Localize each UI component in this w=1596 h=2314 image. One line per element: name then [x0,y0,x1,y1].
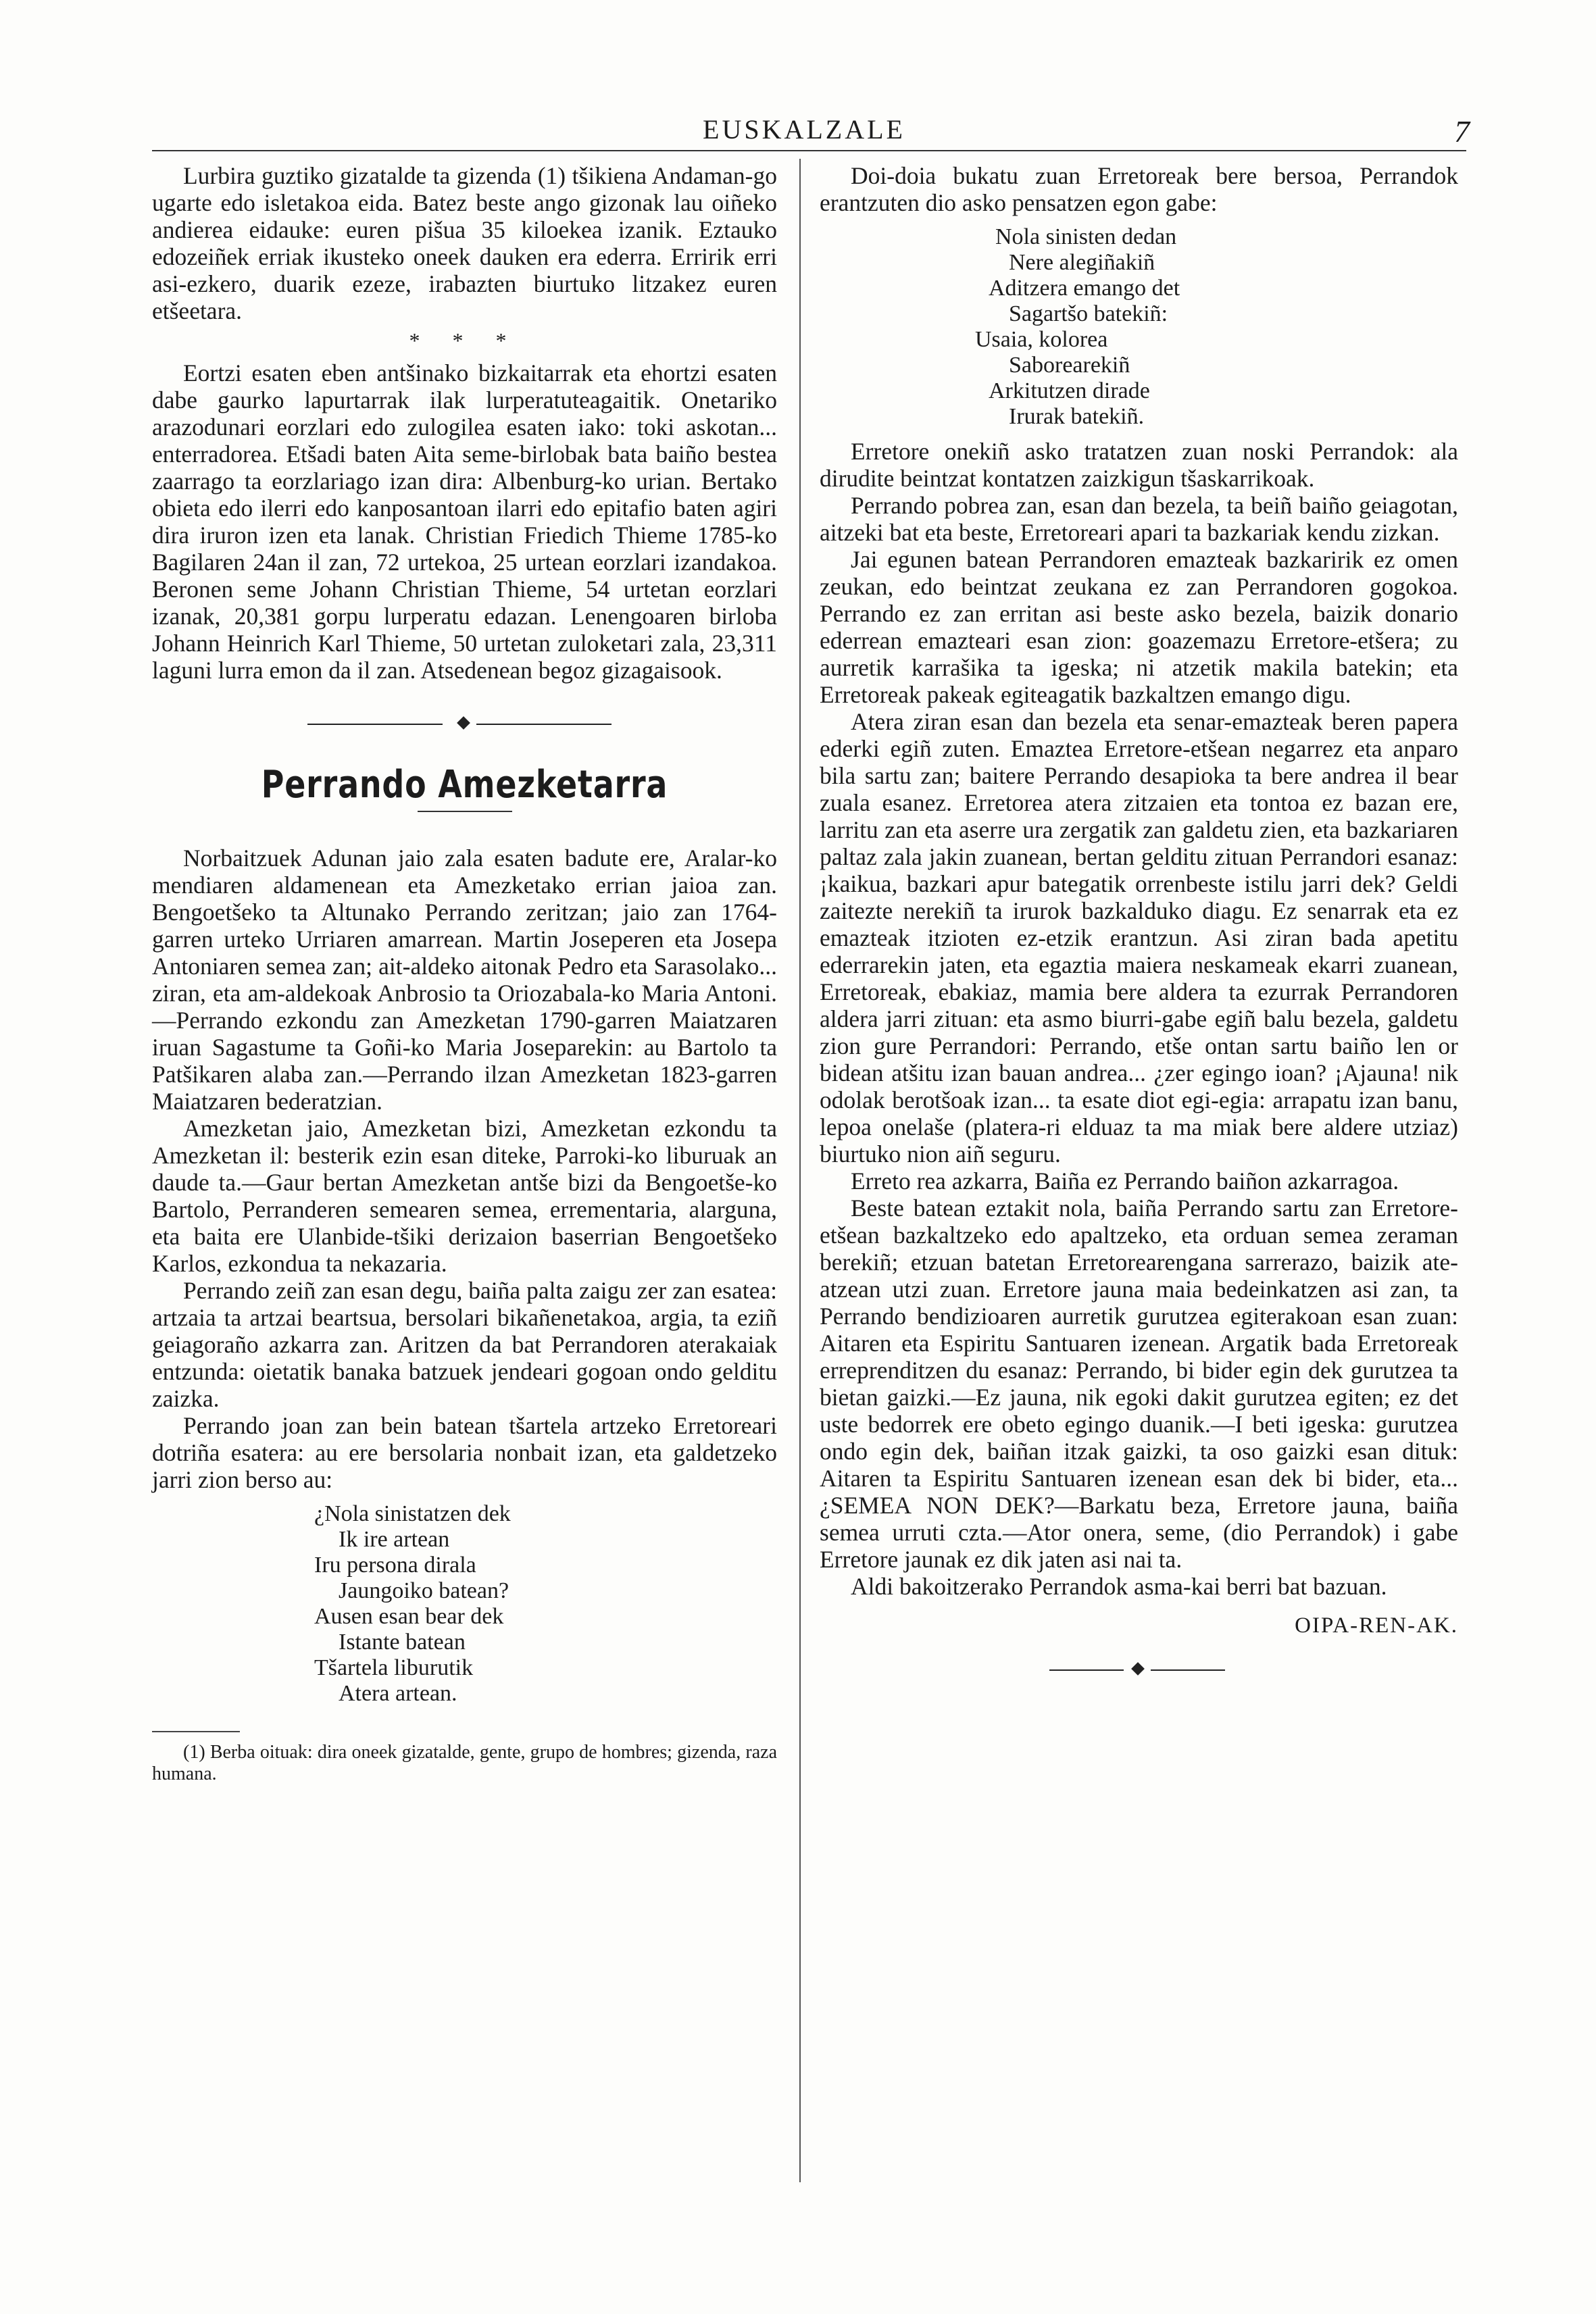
verse-line: Saborearekiñ [1009,353,1130,378]
verse-perrando [975,224,1458,430]
paragraph-doidoia: Doi-doia bukatu zuan Erretoreak bere bersoa, Perrandok erantzuten dio asko pensatzen egon gabe: [820,162,1458,216]
verse-line: Aditzera emango det [989,276,1180,301]
closing-ornament [820,1659,1458,1680]
paragraph-amezketan: Amezketan jaio, Amezketan bizi, Amezketan ezkondu ta Amezketan il: besterik ezin esan diteke, Parroki-ko liburuak an daude ta.—Gaur bertan Amezketan antše bizi da Bengoetše-ko Bartolo, Perranderen semearen semea, errementaria, alarguna, eta baita ere Ulanbide-tšiki derizaion baserrian Bengoetšeko Karlos, ezkondua ta nekazaria. [152,1115,777,1277]
title-underline [418,811,512,812]
paragraph-aldi-bakoitzerako: Aldi bakoitzerako Perrandok asma-kai berri bat bazuan. [851,1573,1387,1600]
header-rule [152,150,1466,151]
paragraph-tsaskarrikoak: Erretore onekiñ asko tratatzen zuan noski Perrandok: ala dirudite beintzat kontatzen zaizkigun tšaskarrikoak. [820,438,1458,492]
paragraph-andaman: Lurbira guztiko gizatalde ta gizenda (1) tšikiena Andaman-go ugarte edo isletakoa eida. Batez beste ango gizonak lau oiñeko andierea eidauke: euren pišua 35 kiloekea izanik. Eztauko edozeiñek erriak ikusteko oneek dauken era ederra. Erririk erri asi-ezkero, duarik ezeze, irabazten biurtuko litzakez euren etšeetara. [152,162,777,324]
verse-line: Usaia, kolorea [975,327,1108,352]
left-column [152,162,777,1785]
paragraph-erretorea-azkarra: Erreto rea azkarra, Baiña ez Perrando baiñon azkarragoa. [851,1167,1399,1194]
verse-line: Arkitutzen dirade [989,378,1150,403]
paragraph-beste-batean: Beste batean eztakit nola, baiña Perrando sartu zan Erretore-etšean bazkaltzeko edo apaltzeko, eta orduan semea zeraman berekiñ; etzuan batetan Erretorearengana sarrerazo, baizik ate-atzean utzi zuan. Erretore jauna maia bedeinkatzen asi zan, ta Perrando bendizioaren aurretik gurutzea egiterakoan esan zuan: Aitaren eta Espiritu Santuaren izenean. Argatik bada Erretoreak erreprenditzen du esanaz: Perrando, bi bider egin dek gurutzea ta bietan gaizki.—Ez jauna, nik egoki dakit gurutzea egiten; ez det uste bedorrek ere obeto egingo duanik.—I beti igeska: gurutzea ondo egin dek, baiñan itzak gaizki, ta oso gaizki esan dituk: Aitaren ta Espiritu Santuaren izenean esan dek bi bider, eta... ¿SEMEA NON DEK?—Barkatu beza, Erretore jauna, baiña semea urruti czta.—Ator onera, seme, (dio Perrandok) i gabe Erretore jaunak ez dik jaten asi nai ta. [820,1194,1458,1573]
paragraph-tsartela: Perrando joan zan bein batean tšartela artzeko Erretoreari dotriña esatera: au ere bersolaria nonbait izan, eta galdetzeko jarri zion berso au: [152,1412,777,1493]
verse-line: Ik ire artean [339,1527,450,1552]
ornament-divider [152,713,777,734]
verse-line: Jaungoiko batean? [339,1578,509,1603]
paragraph-jai-egunen: Jai egunen batean Perrandoren emazteak bazkaririk ez omen zeukan, edo beintzat zeukana ez zan Perrandoren gogokoa. Perrando ez zan erritan asi beste asko bezela, baizik donario ederrean emazteari esan zion: goazemazu Erretore-etšera; zu aurretik karrašika ta igeska; ni atzetik makila batekin; eta Erretoreak pakeak egiteagatik bazkaltzen emango digu. [820,546,1458,708]
running-header [152,114,1470,154]
paragraph-birth: Norbaitzuek Adunan jaio zala esaten badute ere, Aralar-ko mendiaren aldamenean eta Amezketako errian jaioa zan. Bengoetšeko ta Altunako Perrando zeritzan; jaio zan 1764-garren urteko Urriaren amarrean. Martin Joseperen eta Josepa Antoniaren semea zan; ait-aldeko aitonak Pedro eta Sarasolako... ziran, eta am-aldekoak Anbrosio ta Oriozabala-ko Maria Antoni.—Perrando ezkondu zan Amezketan 1790-garren Maiatzaren iruan Sagastume ta Goñi-ko Maria Joseparekin: au Bartolo ta Patšikaren alaba zan.—Perrando ilzan Amezketan 1823-garren Maiatzaren bederatzian. [152,845,777,1115]
paragraph-artzaia: Perrando zeiñ zan esan degu, baiña palta zaigu zer zan esatea: artzaia ta artzai beartsua, bersolari bikañenetakoa, argia, ta eziñ geiagoraño azkarra zan. Aritzen da bat Perrandoren aterakaiak entzunda: oietatik banaka batzuek jendeari gogoan ondo gelditu zaizka. [152,1277,777,1412]
signature: OIPA-REN-AK. [1295,1613,1458,1638]
right-column [820,162,1458,1709]
verse-line: Ausen esan bear dek [314,1604,504,1629]
footnote-rule [152,1731,240,1732]
section-separator-stars: * * * [409,328,520,353]
paragraph-eorzlari: Eortzi esaten eben antšinako bizkaitarrak eta ehortzi esaten dabe gaurko lapurtarrak ilak lurperatuteagaitik. Onetariko arazodunari eorzlari edo zulogilea esaten iako: toki askotan... enterradorea. Etšadi baten Aita seme-birlobak bata baiño bestea zaarrago ta eorzlariago izan dira: Albenburg-ko urian. Bertako obieta edo ilerri edo kanposantoan ilarri edo epitafio baten agiri dira iruron izen eta lanak. Christian Friedich Thieme 1785-ko Bagilaren 24an il zan, 72 urtekoa, 25 urtean eorzlari izandakoa. Beronen seme Johann Christian Thieme, 54 urtetan eorzlari izanak, 20,381 gorpu lurperatu edazan. Lenengoaren birloba Johann Heinrich Karl Thieme, 50 urtetan zuloketari zala, 23,311 laguni lurra emon da il zan. Atsedenean begoz gizagaisook. [152,359,777,684]
verse-erretore [314,1501,777,1707]
article-title: Perrando Amezketarra [261,763,668,807]
running-title: EUSKALZALE [703,114,905,145]
verse-line: Irurak batekiñ. [1009,404,1145,429]
verse-line: Sagartšo batekiñ: [1009,301,1168,326]
verse-line: Nola sinisten dedan [995,224,1177,249]
column-divider [799,159,801,2182]
paragraph-pobrea: Perrando pobrea zan, esan dan bezela, ta beiñ baiño geiagotan, aitzeki bat eta beste, Erretoreari apari ta bazkariak kendu zizkan. [820,492,1458,546]
page-number: 7 [1454,114,1470,149]
verse-line: Tšartela liburutik [314,1655,474,1680]
verse-line: Atera artean. [339,1681,457,1706]
verse-line: Iru persona dirala [314,1553,476,1578]
verse-line: ¿Nola sinistatzen dek [314,1501,511,1526]
footnote: (1) Berba oituak: dira oneek gizatalde, gente, grupo de hombres; gizenda, raza humana. [152,1742,777,1784]
paragraph-atera-ziran: Atera ziran esan dan bezela eta senar-emazteak beren papera ederki egiñ zuten. Emaztea Erretore-etšean negarrez eta anparo bila sartu zan; baitere Perrando desapioka ta bere andrea il bear zuala esanez. Erretorea atera zitzaien eta tontoa ez bazan ere, larritu zan eta aserre ura zergatik zan galdetu zien, eta bazkariaren paltaz zala jakin zuanean, bertan gelditu zituan Perrandori esanaz: ¡kaikua, bazkari apur bategatik orrenbeste istilu jarri dek? Geldi zaitezte nerekiñ ta irurok bazkalduko diagu. Ez senarrak eta ez emazteak itzioten ez-etzik erantzun. Asi ziran bada apetitu ederrarekin jaten, eta egaztia maiera neskameak ekarri zuanean, Erretoreak, ebakiaz, mamia bere aldera ta ezurrak Perrandoren aldera jarri zituan: eta asmo biurri-gabe egiñ balu bezela, galdetu zion gure Perrandori: Perrando, etše ontan sartu baiño len or bidean atšitu izan bauan andrea... ¿zer egingo ioan? ¡Ajauna! nik odolak berotšoak izan... ta esate diot egi-egia: arrapatu izan banu, lepoa onelaše (platera-ri elduaz ta ma miak bere aldere utziaz) biurtuko nion aiñ seguru. [820,708,1458,1167]
verse-line: Istante batean [339,1630,466,1655]
verse-line: Nere alegiñakiñ [1009,250,1155,275]
